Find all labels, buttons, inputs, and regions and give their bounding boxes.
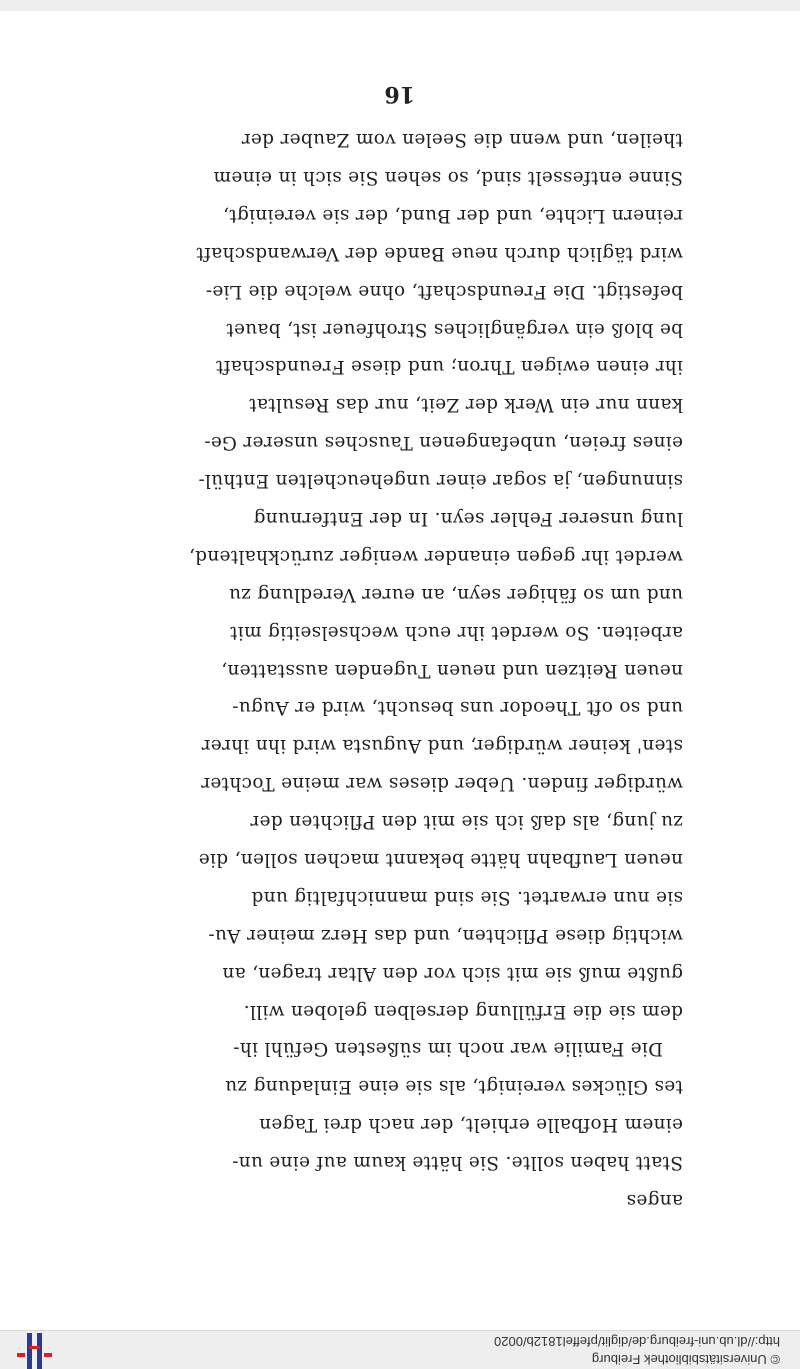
text-line: theilen, und wenn die Seelen vom Zauber der	[241, 129, 683, 151]
text-line: dem sie die Erfüllung derselben geloben will.	[243, 1000, 683, 1022]
text-line: neuen Reitzen und neuen Tugenden ausstatten,	[220, 659, 683, 681]
text-line: wird täglich durch neue Bande der Verwandschaft	[196, 242, 683, 264]
text-line: tes Glückes vereinigt, als sie eine Einladung zu	[224, 1076, 683, 1098]
text-line: kann nur ein Werk der Zeit, nur das Resultat	[248, 394, 683, 416]
text-line: arbeiten. So werdet ihr euch wechselseitig mit	[229, 621, 683, 643]
viewer-footer-strip	[0, 0, 800, 11]
text-line: und so oft Theodor uns besucht, wird er Augu-	[231, 697, 683, 719]
page-number: 16	[384, 81, 415, 107]
viewer-header-strip	[0, 1330, 800, 1369]
book-text	[113, 120, 683, 1219]
text-line: Die Familie war noch im süßesten Gefühl ih-	[232, 1038, 663, 1060]
text-line: sten' keiner würdiger, und Augusta wird ihn ihrer	[201, 735, 683, 757]
text-line: reinern Lichte, und der Bund, der sie vereinigt,	[222, 204, 683, 226]
university-logo-icon	[12, 1333, 52, 1369]
text-line: sie nun erwartet. Sie sind mannichfaltig und	[251, 886, 683, 908]
text-line: und um so fähiger seyn, an eurer Veredlung zu	[228, 583, 683, 605]
text-line: anges	[626, 1190, 683, 1211]
text-line: lung unserer Fehler seyn. In der Entfernung	[253, 507, 683, 529]
text-line: eines freien, unbefangenen Tausches unserer Ge-	[204, 432, 683, 454]
text-line: würdiger finden. Ueber dieses war meine Tochter	[201, 773, 683, 795]
text-line: wichtig diese Pflichten, und das Herz meiner Au-	[208, 924, 683, 946]
text-line: werdet ihr gegen einander weniger zurückhaltend,	[188, 545, 683, 567]
text-line: be bloß ein vergängliches Strohfeuer ist, bauet	[225, 318, 683, 340]
document-url[interactable]: http://dl.ub.uni-freiburg.de/diglit/pfeffel1812b/0020	[494, 1334, 780, 1349]
text-line: einem Hofballe erhielt, der nach drei Tagen	[258, 1114, 683, 1136]
text-line: befestigt. Die Freundschaft, ohne welche die Lie-	[205, 280, 683, 302]
text-line: Sinne entfesselt sind, so sehen Sie sich in einem	[213, 166, 683, 188]
text-line: ihr einen ewigen Thron; und diese Freundschaft	[215, 356, 683, 378]
text-line: sinnungen, ja sogar einer ungeheuchelten Enthül-	[198, 470, 683, 492]
text-line: gußte muß sie mit sich vor den Altar tragen, an	[222, 962, 683, 984]
text-line: Statt haben sollte. Sie hätte kaum auf eine un-	[231, 1152, 683, 1174]
text-line: neuen Laufbahn hätte bekannt machen sollen, die	[198, 848, 683, 870]
library-credit: © Universitätsbibliothek Freiburg	[591, 1352, 780, 1367]
text-line: zu jung, als daß ich sie mit den Pflichten der	[250, 811, 683, 833]
